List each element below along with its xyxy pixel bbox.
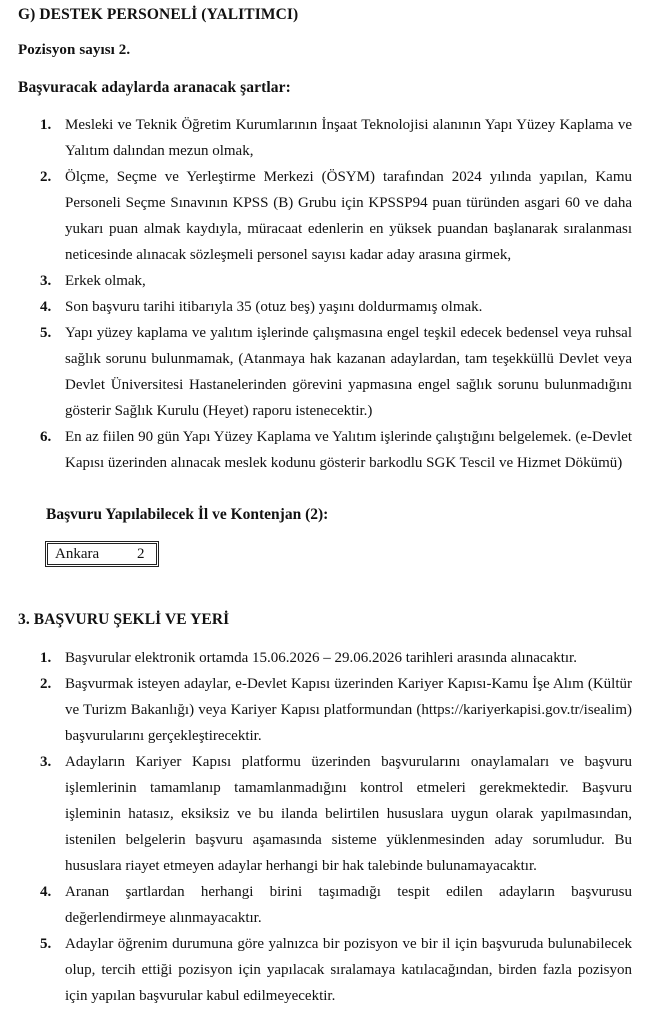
item-number: 1. [40,650,52,666]
list-item [0,424,669,476]
item-text: Son başvuru tarihi itibarıyla 35 (otuz beş) yaşını doldurmamış olmak. [65,299,483,315]
item-number: 4. [40,884,52,900]
quota-count: 2 [137,545,145,562]
item-number: 1. [40,117,52,133]
requirements-list [0,112,669,476]
item-number: 4. [40,299,52,315]
list-item [0,268,669,294]
quota-title: Başvuru Yapılabilecek İl ve Kontenjan (2): [46,506,329,523]
item-text: Başvurmak isteyen adaylar, e-Devlet Kapısı üzerinden Kariyer Kapısı-Kamu İşe Alım (Kültür ve Turizm Bakanlığı) veya Kariyer Kapısı platformundan (https://kariyerkapisi.gov.tr/isealim) başvurularını gerçekleştirecektir. [65,676,632,744]
item-text: Başvurular elektronik ortamda 15.06.2026 – 29.06.2026 tarihleri arasında alınacaktır. [65,650,577,666]
quota-table [45,541,159,567]
list-item [0,671,669,749]
position-count: Pozisyon sayısı 2. [18,42,131,58]
list-item [0,112,669,164]
list-item [0,164,669,268]
application-list [0,645,669,1009]
item-number: 3. [40,273,52,289]
list-item [0,320,669,424]
item-text: En az fiilen 90 gün Yapı Yüzey Kaplama ve Yalıtım işlerinde çalıştığını belgelemek. (e-Devlet Kapısı üzerinden alınacak meslek kodunu gösterir barkodlu SGK Tescil ve Hizmet Dökümü) [65,429,632,471]
item-number: 5. [40,936,52,952]
list-item [0,645,669,671]
quota-row [47,543,157,565]
list-item [0,294,669,320]
item-text: Yapı yüzey kaplama ve yalıtım işlerinde çalışmasına engel teşkil edecek bedensel veya ruhsal sağlık sorunu bulunmamak, (Atanmaya hak kazanan adaylardan, tam teşekküllü Devlet veya Devlet Üniversitesi Hastanelerinden görevini yapmasına engel sağlık sorunu bulunmadığını gösterir Sağlık Kurulu (Heyet) raporu istenecektir.) [65,325,632,419]
item-text: Mesleki ve Teknik Öğretim Kurumlarının İnşaat Teknolojisi alanının Yapı Yüzey Kaplama ve Yalıtım dalından mezun olmak, [65,117,632,159]
section-title: G) DESTEK PERSONELİ (YALITIMCI) [18,6,299,23]
item-number: 5. [40,325,52,341]
item-number: 2. [40,676,52,692]
item-number: 6. [40,429,52,445]
item-number: 3. [40,754,52,770]
item-text: Aranan şartlardan herhangi birini taşımadığı tespit edilen adayların başvurusu değerlendirmeye alınmayacaktır. [65,884,632,926]
list-item [0,749,669,879]
requirements-title: Başvuracak adaylarda aranacak şartlar: [18,79,291,96]
section-3-title: 3. BAŞVURU ŞEKLİ VE YERİ [18,611,230,628]
item-number: 2. [40,169,52,185]
item-text: Adayların Kariyer Kapısı platformu üzerinden başvurularını onaylamaları ve başvuru işlemlerinin tamamlanıp tamamlanmadığını kontrol etmeleri gerekmektedir. Başvuru işleminin hatasız, eksiksiz ve bu ilanda belirtilen hususlara uygun olarak yapılmasından, istenilen belgelerin başvuru aşamasında sisteme yüklenmesinden aday sorumludur. Bu hususlara riayet etmeyen adaylar herhangi bir hak talebinde bulunamayacaktır. [65,754,632,874]
item-text: Adaylar öğrenim durumuna göre yalnızca bir pozisyon ve bir il için başvuruda bulunabilecek olup, tercih ettiği pozisyon için yapılacak sıralamaya katılacağından, birden fazla pozisyon için yapılan başvurular kabul edilmeyecektir. [65,936,632,1004]
item-text: Ölçme, Seçme ve Yerleştirme Merkezi (ÖSYM) tarafından 2024 yılında yapılan, Kamu Personeli Seçme Sınavının KPSS (B) Grubu için KPSSP94 puan türünden asgari 60 ve daha yukarı puan almak kaydıyla, müracaat edenlerin en yüksek puandan başlanarak sıralanması neticesinde alınacak sözleşmeli personel sayısı kadar aday arasına girmek, [65,169,632,263]
item-text: Erkek olmak, [65,273,146,289]
list-item [0,931,669,1009]
quota-city: Ankara [55,545,100,562]
list-item [0,879,669,931]
